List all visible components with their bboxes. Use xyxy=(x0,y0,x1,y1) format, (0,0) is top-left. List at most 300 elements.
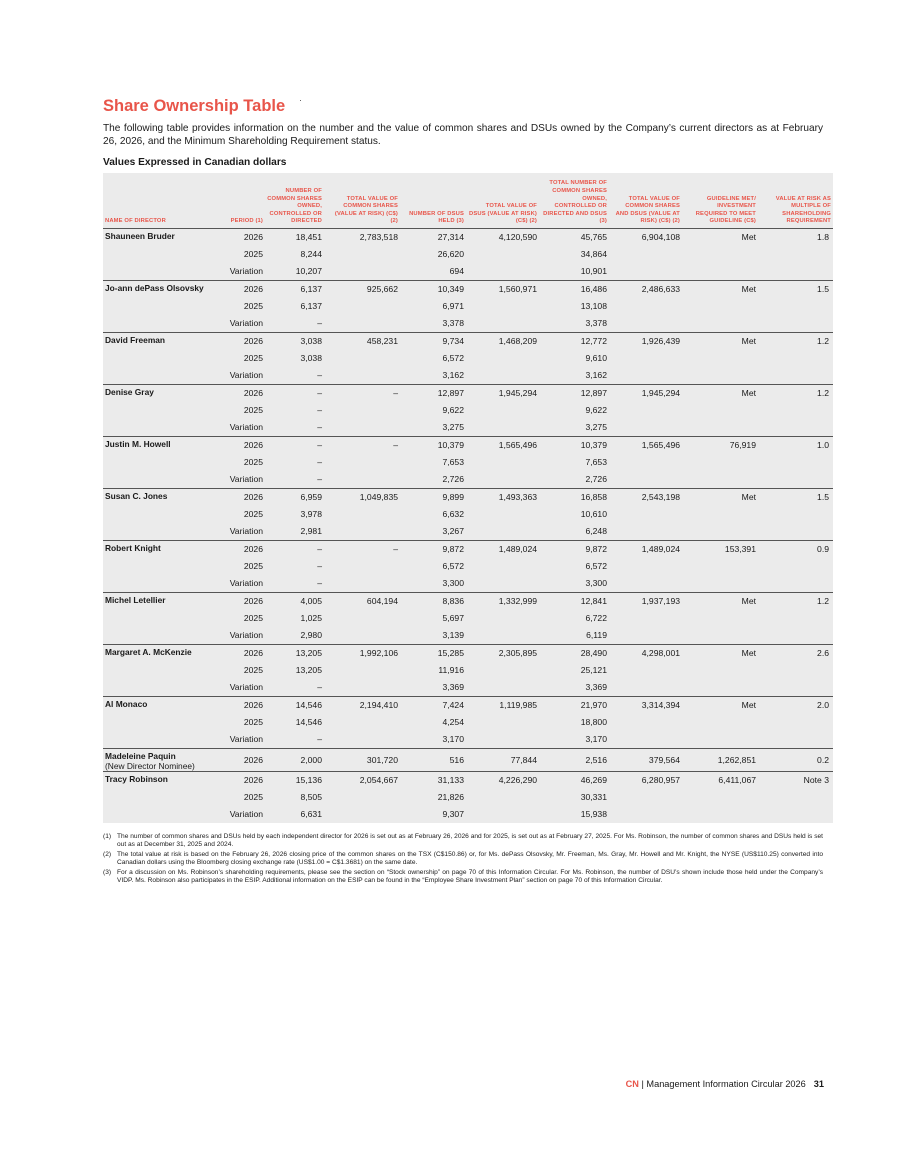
director-name: Susan C. Jones xyxy=(105,491,168,501)
table-cell: 30,331 xyxy=(539,789,609,806)
table-cell: 10,379 xyxy=(539,437,609,455)
table-cell xyxy=(466,731,539,749)
table-cell: – xyxy=(265,541,324,559)
director-name-cell xyxy=(103,749,215,772)
table-cell xyxy=(758,471,833,489)
table-cell: 2,305,895 xyxy=(466,645,539,663)
table-cell xyxy=(609,402,682,419)
table-cell xyxy=(609,367,682,385)
table-cell xyxy=(466,662,539,679)
table-cell xyxy=(324,367,400,385)
table-cell: 1.2 xyxy=(758,385,833,403)
table-row xyxy=(103,627,833,645)
table-cell xyxy=(682,714,758,731)
table-cell xyxy=(324,506,400,523)
table-cell xyxy=(609,627,682,645)
table-row xyxy=(103,679,833,697)
table-cell xyxy=(609,714,682,731)
table-cell: 2,000 xyxy=(265,749,324,772)
table-cell: 14,546 xyxy=(265,714,324,731)
table-cell: 5,697 xyxy=(400,610,466,627)
table-cell: 6,137 xyxy=(265,281,324,299)
table-cell: 2,726 xyxy=(539,471,609,489)
table-cell xyxy=(682,246,758,263)
director-name-cell xyxy=(103,298,215,315)
table-cell: 925,662 xyxy=(324,281,400,299)
director-name-cell xyxy=(103,523,215,541)
table-cell: 14,546 xyxy=(265,697,324,715)
table-cell xyxy=(466,523,539,541)
table-cell xyxy=(758,315,833,333)
table-cell xyxy=(682,679,758,697)
table-cell: 2026 xyxy=(215,645,265,663)
table-cell: Variation xyxy=(215,806,265,823)
table-cell: 2026 xyxy=(215,333,265,351)
table-cell xyxy=(466,789,539,806)
director-name-cell xyxy=(103,333,215,351)
table-cell xyxy=(466,506,539,523)
footnote-text: The total value at risk is based on the February 26, 2026 closing price of the common shares on the TSX (C$150.86) or, for Ms. dePass Olsovsky, Mr. Freeman, Ms. Gray, Mr. Howell and Mr. Knight, the NYSE (US$110.25) converted into Canadian dollars using the Bloomberg closing exchange rate (US$1.00 = C$1.3681) on the same date. xyxy=(117,850,823,867)
director-name-cell xyxy=(103,454,215,471)
table-cell xyxy=(609,731,682,749)
table-cell xyxy=(758,610,833,627)
table-cell xyxy=(324,454,400,471)
table-cell xyxy=(758,506,833,523)
table-cell xyxy=(758,402,833,419)
table-cell: 4,226,290 xyxy=(466,772,539,790)
table-cell: 2025 xyxy=(215,454,265,471)
table-cell: 9,307 xyxy=(400,806,466,823)
table-cell xyxy=(466,627,539,645)
table-cell: 9,622 xyxy=(400,402,466,419)
column-header: TOTAL VALUE OF DSUS (VALUE AT RISK) (C$) (2) xyxy=(466,173,539,229)
table-cell: 7,653 xyxy=(539,454,609,471)
table-cell: 2,194,410 xyxy=(324,697,400,715)
table-cell: 1.2 xyxy=(758,593,833,611)
table-cell: 21,970 xyxy=(539,697,609,715)
table-cell: Met xyxy=(682,385,758,403)
table-row xyxy=(103,315,833,333)
table-cell xyxy=(609,263,682,281)
director-name-cell xyxy=(103,385,215,403)
table-cell: 6,971 xyxy=(400,298,466,315)
table-cell: 34,864 xyxy=(539,246,609,263)
director-name-cell xyxy=(103,731,215,749)
table-cell: 2026 xyxy=(215,229,265,247)
director-name-cell xyxy=(103,350,215,367)
table-cell: 1,493,363 xyxy=(466,489,539,507)
table-cell: Met xyxy=(682,697,758,715)
table-cell: 3,369 xyxy=(539,679,609,697)
director-name-cell xyxy=(103,679,215,697)
table-cell: 6,631 xyxy=(265,806,324,823)
director-name-cell xyxy=(103,419,215,437)
table-cell: Variation xyxy=(215,679,265,697)
table-cell xyxy=(324,263,400,281)
table-cell: 3,300 xyxy=(400,575,466,593)
table-cell xyxy=(466,575,539,593)
table-cell xyxy=(758,679,833,697)
table-cell: – xyxy=(265,731,324,749)
table-cell xyxy=(758,419,833,437)
table-cell xyxy=(466,315,539,333)
table-cell: Met xyxy=(682,229,758,247)
table-cell xyxy=(324,806,400,823)
column-header: TOTAL VALUE OF COMMON SHARES (VALUE AT RISK) (C$) (2) xyxy=(324,173,400,229)
footnote-number: (2) xyxy=(103,850,112,858)
table-cell: 28,490 xyxy=(539,645,609,663)
table-cell: 9,610 xyxy=(539,350,609,367)
table-cell: – xyxy=(324,385,400,403)
table-cell xyxy=(609,471,682,489)
table-cell: 6,572 xyxy=(400,350,466,367)
footnotes xyxy=(103,833,823,885)
table-cell: 2026 xyxy=(215,749,265,772)
table-cell: 1.5 xyxy=(758,489,833,507)
table-cell: 2.6 xyxy=(758,645,833,663)
table-cell xyxy=(609,610,682,627)
table-cell: 12,897 xyxy=(400,385,466,403)
director-name-cell xyxy=(103,315,215,333)
table-cell: Variation xyxy=(215,523,265,541)
table-cell: 2026 xyxy=(215,385,265,403)
table-cell: 2025 xyxy=(215,350,265,367)
table-row xyxy=(103,437,833,455)
table-cell: 2,726 xyxy=(400,471,466,489)
table-cell: 1,945,294 xyxy=(466,385,539,403)
table-cell: 11,916 xyxy=(400,662,466,679)
director-name-cell xyxy=(103,489,215,507)
table-cell xyxy=(682,367,758,385)
table-cell: 10,379 xyxy=(400,437,466,455)
table-cell xyxy=(609,454,682,471)
table-cell xyxy=(466,367,539,385)
table-cell: – xyxy=(265,454,324,471)
table-cell: 15,285 xyxy=(400,645,466,663)
director-name-cell xyxy=(103,806,215,823)
table-cell xyxy=(682,558,758,575)
table-cell: 3,170 xyxy=(539,731,609,749)
table-cell: 16,486 xyxy=(539,281,609,299)
table-cell: 8,505 xyxy=(265,789,324,806)
table-cell xyxy=(609,506,682,523)
director-note: (New Director Nominee) xyxy=(105,761,195,771)
footnote-text: The number of common shares and DSUs held by each independent director for 2026 is set out as at February 26, 2026 and for 2025, is set out as at February 27, 2025. For Ms. Robinson, the number of common shares and DSUs held is set out as at December 31, 2025 and 2024. xyxy=(117,833,823,849)
table-cell xyxy=(466,806,539,823)
director-name-cell xyxy=(103,263,215,281)
table-cell: 2025 xyxy=(215,662,265,679)
table-cell: 2026 xyxy=(215,772,265,790)
table-cell: 6,722 xyxy=(539,610,609,627)
table-cell: 4,120,590 xyxy=(466,229,539,247)
table-cell: 2,054,667 xyxy=(324,772,400,790)
table-row xyxy=(103,593,833,611)
table-cell: 3,170 xyxy=(400,731,466,749)
footnote xyxy=(103,833,823,850)
table-row xyxy=(103,789,833,806)
table-cell: 2,543,198 xyxy=(609,489,682,507)
table-cell xyxy=(758,627,833,645)
table-cell: 2026 xyxy=(215,697,265,715)
table-cell: 1,119,985 xyxy=(466,697,539,715)
page-number: 31 xyxy=(813,1079,824,1089)
table-cell: – xyxy=(324,541,400,559)
table-cell xyxy=(324,246,400,263)
table-cell: 21,826 xyxy=(400,789,466,806)
table-cell: 2026 xyxy=(215,489,265,507)
table-cell: 10,901 xyxy=(539,263,609,281)
table-row xyxy=(103,402,833,419)
director-name-cell xyxy=(103,541,215,559)
table-row xyxy=(103,697,833,715)
table-cell xyxy=(682,350,758,367)
table-cell xyxy=(682,662,758,679)
director-name: Al Monaco xyxy=(105,699,148,709)
director-name-cell xyxy=(103,772,215,790)
table-cell xyxy=(758,523,833,541)
table-cell: 3,162 xyxy=(539,367,609,385)
table-cell: 2025 xyxy=(215,558,265,575)
director-name-cell xyxy=(103,627,215,645)
table-cell: 7,653 xyxy=(400,454,466,471)
table-cell: 45,765 xyxy=(539,229,609,247)
table-cell: 2,516 xyxy=(539,749,609,772)
table-cell xyxy=(324,789,400,806)
table-cell xyxy=(682,806,758,823)
table-cell: 153,391 xyxy=(682,541,758,559)
table-cell xyxy=(758,367,833,385)
table-row xyxy=(103,281,833,299)
table-subheading: Values Expressed in Canadian dollars xyxy=(103,157,287,168)
table-cell: 2,783,518 xyxy=(324,229,400,247)
director-name-cell xyxy=(103,593,215,611)
table-cell xyxy=(324,558,400,575)
table-row xyxy=(103,385,833,403)
table-cell: 46,269 xyxy=(539,772,609,790)
page-title: Share Ownership Table xyxy=(103,97,286,115)
table-cell: 16,858 xyxy=(539,489,609,507)
table-cell: 2.0 xyxy=(758,697,833,715)
footnote-number: (3) xyxy=(103,868,112,876)
table-cell: 3,038 xyxy=(265,350,324,367)
table-cell: 13,205 xyxy=(265,645,324,663)
table-cell: 4,005 xyxy=(265,593,324,611)
table-cell xyxy=(609,662,682,679)
column-header: VALUE AT RISK AS MULTIPLE OF SHAREHOLDING REQUIREMENT xyxy=(758,173,833,229)
table-cell: – xyxy=(324,437,400,455)
table-cell xyxy=(466,471,539,489)
table-cell xyxy=(758,789,833,806)
table-cell: 3,162 xyxy=(400,367,466,385)
table-cell xyxy=(609,806,682,823)
table-cell xyxy=(609,679,682,697)
table-cell: 9,622 xyxy=(539,402,609,419)
table-cell: 1,565,496 xyxy=(466,437,539,455)
table-row xyxy=(103,645,833,663)
table-cell: 1,489,024 xyxy=(609,541,682,559)
table-cell xyxy=(609,298,682,315)
table-cell: – xyxy=(265,575,324,593)
director-name-cell xyxy=(103,697,215,715)
table-cell: 3,369 xyxy=(400,679,466,697)
table-cell: 1,945,294 xyxy=(609,385,682,403)
table-row xyxy=(103,772,833,790)
table-cell: 6,280,957 xyxy=(609,772,682,790)
director-name-cell xyxy=(103,471,215,489)
table-cell: 6,137 xyxy=(265,298,324,315)
table-cell: 1,262,851 xyxy=(682,749,758,772)
table-cell: – xyxy=(265,385,324,403)
table-row xyxy=(103,350,833,367)
table-cell: Variation xyxy=(215,731,265,749)
table-cell: Note 3 xyxy=(758,772,833,790)
table-row xyxy=(103,749,833,772)
table-cell: 3,267 xyxy=(400,523,466,541)
table-cell: 3,275 xyxy=(539,419,609,437)
table-cell xyxy=(609,523,682,541)
column-header: PERIOD (1) xyxy=(215,173,265,229)
table-cell: Variation xyxy=(215,263,265,281)
director-name: David Freeman xyxy=(105,335,166,345)
footer-brand: CN xyxy=(625,1079,639,1089)
table-cell: – xyxy=(265,402,324,419)
table-cell: 15,938 xyxy=(539,806,609,823)
table-cell: 3,378 xyxy=(539,315,609,333)
table-cell xyxy=(758,662,833,679)
table-cell: 2025 xyxy=(215,714,265,731)
table-cell: 1,992,106 xyxy=(324,645,400,663)
table-cell xyxy=(682,298,758,315)
table-cell: 8,244 xyxy=(265,246,324,263)
table-cell xyxy=(466,298,539,315)
table-cell: 4,298,001 xyxy=(609,645,682,663)
table-cell: 6,411,067 xyxy=(682,772,758,790)
director-name: Denise Gray xyxy=(105,387,154,397)
table-cell: 6,119 xyxy=(539,627,609,645)
table-cell xyxy=(682,402,758,419)
table-cell: 1.8 xyxy=(758,229,833,247)
table-row xyxy=(103,263,833,281)
table-cell: 10,207 xyxy=(265,263,324,281)
table-cell: 10,610 xyxy=(539,506,609,523)
table-cell: Met xyxy=(682,489,758,507)
table-cell: 1,937,193 xyxy=(609,593,682,611)
table-cell: Met xyxy=(682,281,758,299)
table-cell: 1,332,999 xyxy=(466,593,539,611)
table-cell: 301,720 xyxy=(324,749,400,772)
table-row xyxy=(103,367,833,385)
page-footer xyxy=(600,1078,824,1090)
table-cell: 6,248 xyxy=(539,523,609,541)
director-name-cell xyxy=(103,662,215,679)
table-cell: Variation xyxy=(215,367,265,385)
table-cell: 3,978 xyxy=(265,506,324,523)
table-cell xyxy=(758,246,833,263)
table-cell: – xyxy=(265,471,324,489)
table-cell: 1,025 xyxy=(265,610,324,627)
table-cell xyxy=(609,419,682,437)
table-cell xyxy=(324,610,400,627)
footnote xyxy=(103,851,823,868)
table-row xyxy=(103,298,833,315)
director-name: Justin M. Howell xyxy=(105,439,171,449)
share-ownership-table xyxy=(103,173,833,823)
table-cell: 13,205 xyxy=(265,662,324,679)
table-body xyxy=(103,229,833,824)
column-header: NAME OF DIRECTOR xyxy=(103,173,215,229)
table-cell: 9,872 xyxy=(400,541,466,559)
table-cell: 1.2 xyxy=(758,333,833,351)
table-cell: 6,904,108 xyxy=(609,229,682,247)
table-cell: 7,424 xyxy=(400,697,466,715)
table-cell: 6,572 xyxy=(539,558,609,575)
director-name: Robert Knight xyxy=(105,543,161,553)
director-name-cell xyxy=(103,246,215,263)
table-cell: 9,872 xyxy=(539,541,609,559)
table-cell: Met xyxy=(682,333,758,351)
table-cell xyxy=(758,731,833,749)
table-row xyxy=(103,610,833,627)
table-row xyxy=(103,558,833,575)
table-cell xyxy=(682,471,758,489)
director-name-cell xyxy=(103,402,215,419)
table-cell: 3,314,394 xyxy=(609,697,682,715)
table-cell xyxy=(466,246,539,263)
table-cell: 604,194 xyxy=(324,593,400,611)
table-cell: 77,844 xyxy=(466,749,539,772)
director-name-cell xyxy=(103,229,215,247)
table-cell: 10,349 xyxy=(400,281,466,299)
table-cell: 25,121 xyxy=(539,662,609,679)
table-cell: 18,451 xyxy=(265,229,324,247)
table-cell xyxy=(682,789,758,806)
table-cell: 12,772 xyxy=(539,333,609,351)
table-cell xyxy=(324,731,400,749)
footnote-number: (1) xyxy=(103,833,112,840)
table-cell: 694 xyxy=(400,263,466,281)
column-header: NUMBER OF COMMON SHARES OWNED, CONTROLLED OR DIRECTED xyxy=(265,173,324,229)
table-cell xyxy=(758,806,833,823)
table-cell: 9,734 xyxy=(400,333,466,351)
table-cell: 9,899 xyxy=(400,489,466,507)
director-name-cell xyxy=(103,367,215,385)
table-cell xyxy=(466,610,539,627)
table-cell: 516 xyxy=(400,749,466,772)
table-cell xyxy=(682,506,758,523)
table-cell: 3,275 xyxy=(400,419,466,437)
table-cell xyxy=(324,315,400,333)
table-row xyxy=(103,506,833,523)
table-cell: Variation xyxy=(215,471,265,489)
table-cell: 2,486,633 xyxy=(609,281,682,299)
director-name-cell xyxy=(103,789,215,806)
table-cell: Variation xyxy=(215,315,265,333)
table-cell: 26,620 xyxy=(400,246,466,263)
table-cell xyxy=(682,454,758,471)
table-cell: 6,632 xyxy=(400,506,466,523)
table-row xyxy=(103,714,833,731)
table-cell: 6,572 xyxy=(400,558,466,575)
table-row xyxy=(103,489,833,507)
table-cell xyxy=(758,350,833,367)
table-cell: 2025 xyxy=(215,298,265,315)
table-cell: 4,254 xyxy=(400,714,466,731)
director-name: Shauneen Bruder xyxy=(105,231,175,241)
table-row xyxy=(103,662,833,679)
table-cell xyxy=(466,263,539,281)
table-cell: 2,980 xyxy=(265,627,324,645)
table-cell xyxy=(324,471,400,489)
